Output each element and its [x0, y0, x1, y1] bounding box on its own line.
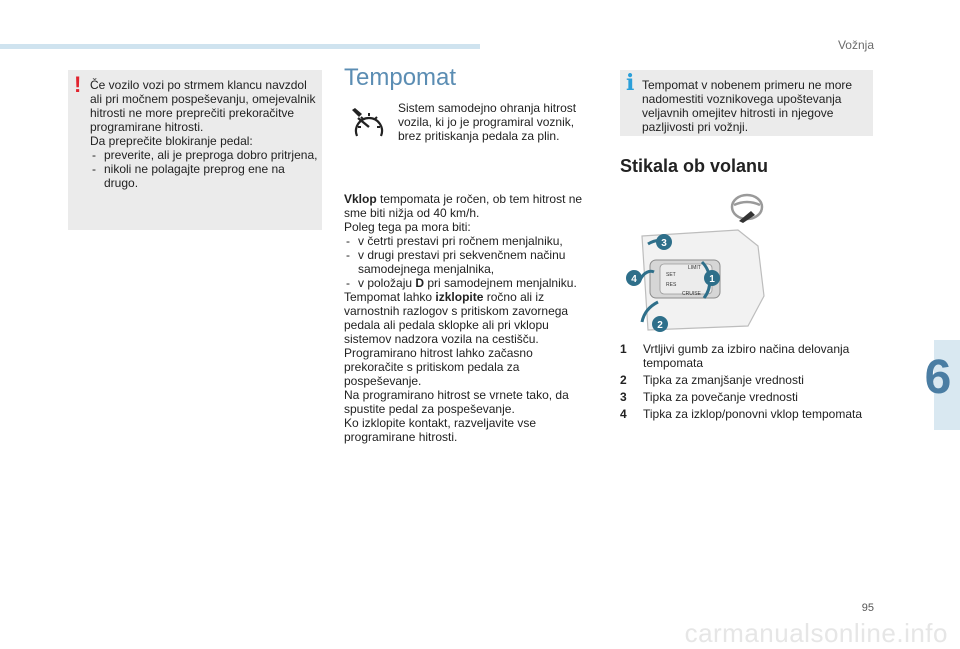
stalk-label-limit: LIMIT	[688, 265, 701, 271]
warning-text	[90, 78, 318, 190]
legend-number: 3	[620, 390, 627, 404]
legend-number: 4	[620, 407, 627, 421]
legend-text: Tipka za povečanje vrednosti	[643, 390, 798, 404]
paragraph	[344, 192, 594, 220]
info-icon: i	[626, 70, 635, 96]
list-item: - preverite, ali je preproga dobro pritrjena,	[90, 148, 318, 162]
legend-number: 1	[620, 342, 627, 356]
paragraph: Poleg tega pa mora biti:	[344, 220, 471, 234]
paragraph	[344, 290, 594, 346]
controls-heading: Stikala ob volanu	[620, 156, 769, 176]
callout-label: 2	[657, 320, 663, 331]
legend-row	[620, 373, 870, 387]
section-heading: Tempomat	[344, 64, 457, 91]
section-title: Vožnja	[837, 38, 874, 52]
list-item: - nikoli ne polagajte preprog ene na drugo.	[90, 162, 318, 190]
callout-label: 3	[661, 238, 667, 249]
stalk-label-cruise: CRUISE	[682, 291, 701, 297]
warning-box	[68, 70, 322, 230]
warning-line: Če vozilo vozi po strmem klancu navzdol ali pri močnem pospeševanju, omejevalnik hitrosti ne more preprečiti prekoračitve programirane hitrosti.	[90, 78, 316, 134]
info-text: Tempomat v nobenem primeru ne more nadomestiti voznikovega upoštevanja veljavnih omejitev hitrosti in njegove pazljivosti pri vožnji.	[642, 78, 853, 134]
legend-text: Tipka za izklop/ponovni vklop tempomata	[643, 407, 862, 421]
page-number: 95	[861, 602, 874, 614]
paragraph: Programirano hitrost lahko začasno prekoračite s pritiskom pedala za pospeševanje.	[344, 346, 533, 388]
legend-row	[620, 342, 870, 370]
controls-legend	[620, 342, 870, 424]
term: D	[415, 276, 425, 290]
list-item: - v četrti prestavi pri ročnem menjalniku,	[344, 234, 594, 248]
warning-line: Da preprečite blokiranje pedal:	[90, 134, 253, 148]
legend-number: 2	[620, 373, 627, 387]
legend-text: Tipka za zmanjšanje vrednosti	[643, 373, 804, 387]
callout-label: 1	[709, 274, 715, 285]
watermark: carmanualsonline.info	[684, 618, 948, 648]
legend-row	[620, 390, 870, 404]
cruise-body	[344, 192, 594, 444]
text: Tempomat lahko	[344, 290, 436, 304]
cruise-stalk-illustration	[618, 226, 770, 338]
paragraph: Ko izklopite kontakt, razveljavite vse programirane hitrosti.	[344, 416, 537, 444]
term: izklopite	[435, 290, 484, 304]
cruise-intro: Sistem samodejno ohranja hitrost vozila, ki jo je programiral voznik, brez pritiskanja pedala za plin.	[398, 101, 577, 143]
steering-wheel-icon	[729, 193, 765, 223]
text: ročno ali iz varnostnih razlogov s pritiskom zavornega pedala ali pedala sklopke ali pri vklopu sistemov nadzora vozila na cestišču.	[344, 290, 569, 346]
list-item	[344, 276, 594, 290]
legend-text: Vrtljivi gumb za izbiro načina delovanja tempomata	[643, 342, 850, 370]
chapter-number: 6	[924, 351, 952, 404]
conditions-list	[344, 234, 594, 290]
info-box	[620, 70, 873, 136]
stalk-label-set: SET	[666, 272, 676, 278]
term: Vklop	[344, 192, 377, 206]
warning-list	[90, 148, 318, 190]
list-item: - v drugi prestavi pri sekvenčnem načinu samodejnega menjalnika,	[344, 248, 594, 276]
text: tempomata je ročen, ob tem hitrost ne sme biti nižja od 40 km/h.	[344, 192, 583, 220]
text: pri samodejnem menjalniku.	[424, 276, 577, 290]
text: v položaju	[358, 276, 416, 290]
warning-icon: !	[74, 72, 82, 97]
cruise-gauge-icon	[352, 108, 386, 142]
header-rule	[0, 44, 480, 49]
paragraph: Na programirano hitrost se vrnete tako, da spustite pedal za pospeševanje.	[344, 388, 569, 416]
callout-label: 4	[631, 274, 637, 285]
stalk-label-res: RES	[666, 282, 677, 288]
legend-row	[620, 407, 870, 421]
